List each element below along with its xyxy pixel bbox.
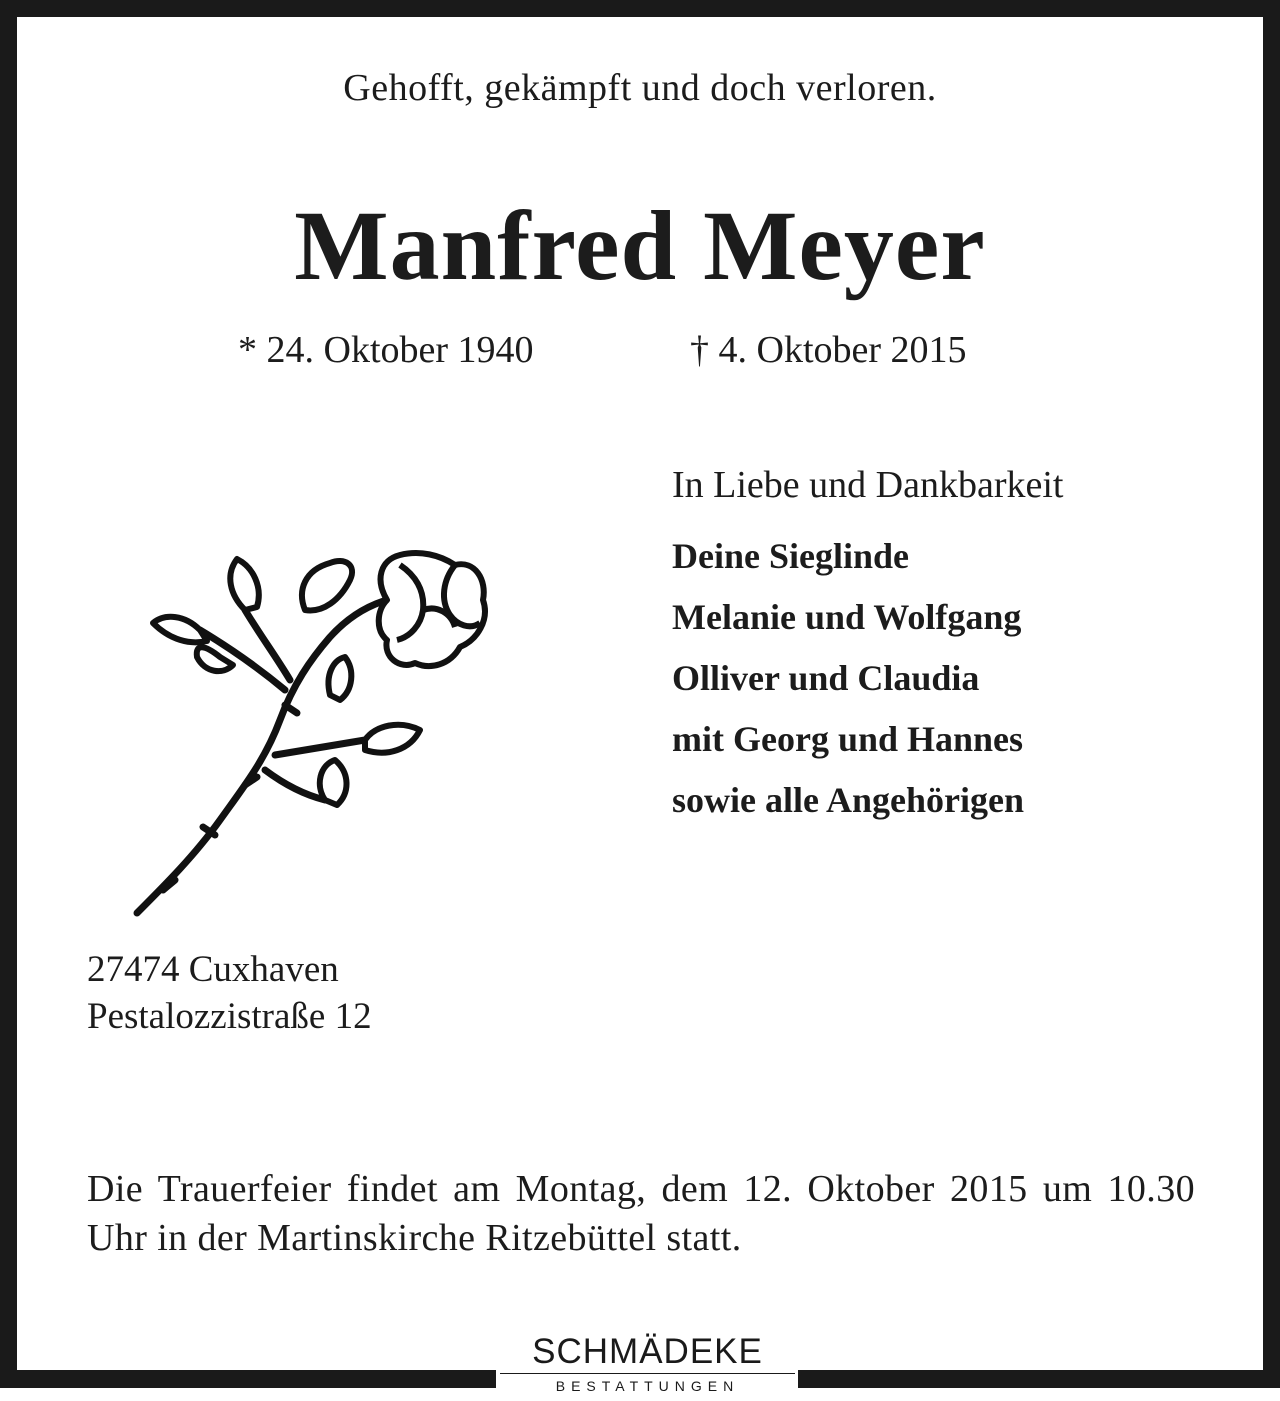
ceremony-notice: Die Trauerfeier findet am Montag, dem 12. Oktober 2015 um 10.30 Uhr in der Martinskirche Ritzebüttel statt.: [87, 1168, 1195, 1259]
border-top: [0, 0, 1280, 17]
mourners-intro: In Liebe und Dankbarkeit: [672, 464, 1064, 506]
birth-date: * 24. Oktober 1940: [238, 329, 534, 371]
deceased-name: Manfred Meyer: [294, 190, 986, 301]
mourner-line: Olliver und Claudia: [672, 658, 980, 698]
mourner-line: sowie alle Angehörigen: [672, 780, 1024, 820]
motto: Gehofft, gekämpft und doch verloren.: [343, 67, 937, 109]
border-bottom-right: [798, 1370, 1280, 1388]
address-city: 27474 Cuxhaven: [87, 949, 339, 990]
rose-icon: [125, 545, 495, 925]
mourners-block: [672, 462, 1232, 831]
mourner-line: Melanie und Wolfgang: [672, 597, 1022, 637]
funeral-home-logo: [500, 1333, 795, 1401]
logo-main-text: SCHMÄDEKE: [532, 1332, 763, 1371]
mourner-line: mit Georg und Hannes: [672, 719, 1024, 759]
address-block: [87, 946, 372, 1040]
logo-sub-text: BESTATTUNGEN: [555, 1378, 740, 1394]
logo-divider: [500, 1373, 795, 1374]
border-bottom-left: [0, 1370, 496, 1388]
life-dates: [0, 328, 1280, 378]
death-date: † 4. Oktober 2015: [690, 329, 967, 371]
mourner-line: Deine Sieglinde: [672, 536, 910, 576]
address-street: Pestalozzistraße 12: [87, 996, 372, 1037]
